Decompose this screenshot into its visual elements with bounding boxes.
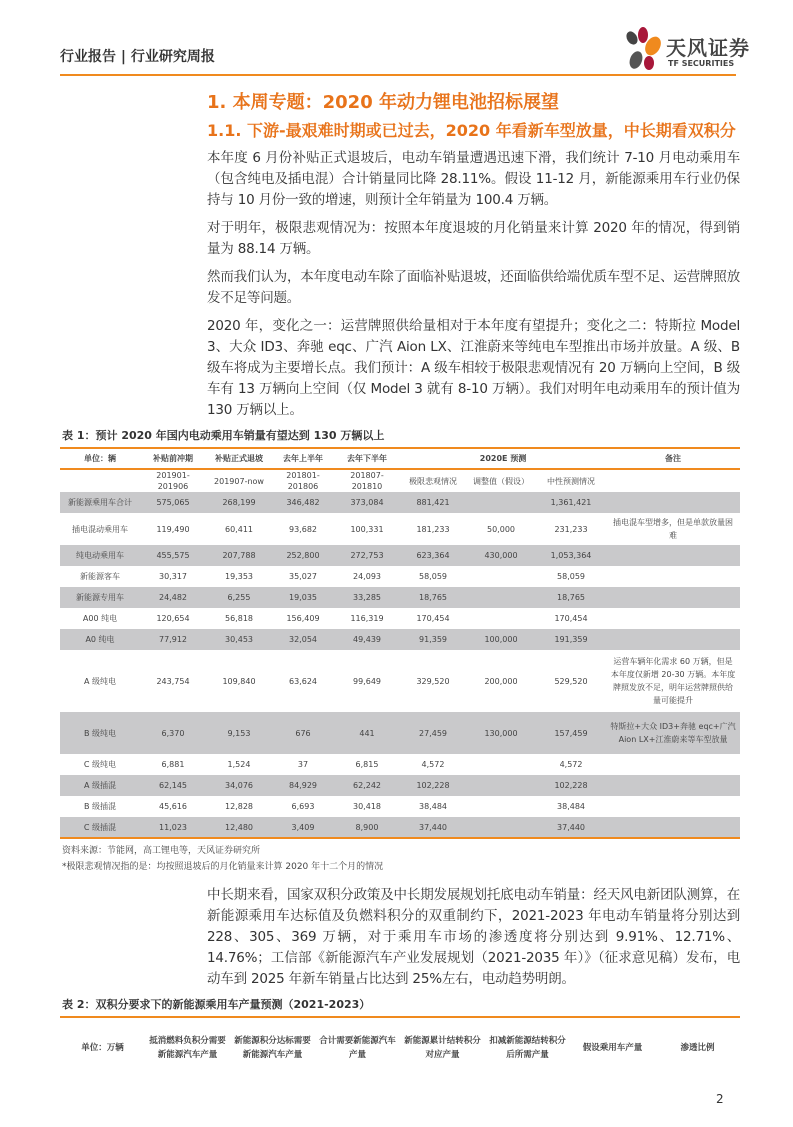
remark-cell	[606, 608, 740, 629]
row-label: C 级插混	[83, 822, 117, 832]
value-cell: 93,682	[289, 524, 317, 534]
report-header: 行业报告 | 行业研究周报	[60, 49, 215, 65]
logo-text-cn: 天风证券	[666, 36, 750, 60]
table1-title: 表 1：预计 2020 年国内电动乘用车销量有望达到 130 万辆以上	[62, 429, 385, 442]
value-cell	[466, 587, 536, 608]
table-row	[60, 566, 740, 587]
value-cell: 1,524	[227, 760, 251, 769]
value-cell: 8,900	[355, 822, 379, 832]
value-cell: 430,000	[484, 551, 518, 560]
row-label: C 级纯电	[83, 760, 117, 769]
value-cell: 58,059	[419, 572, 447, 581]
value-cell: 243,754	[156, 676, 190, 686]
value-cell: 6,370	[161, 728, 185, 738]
table-row	[60, 545, 740, 566]
header-cell: 抵消燃料负积分需要新能源汽车产量	[145, 1017, 230, 1077]
paragraph: 然而我们认为，本年度电动车除了面临补贴退坡，还面临供给端优质车型不足、运营牌照放发不足等问题。	[207, 269, 740, 306]
table-row	[60, 712, 740, 754]
value-cell: 1,361,421	[550, 498, 592, 507]
subheader-cell: 201907-now	[214, 476, 264, 486]
value-cell: 12,480	[225, 822, 253, 832]
table-row	[60, 587, 740, 608]
row-label: 插电混动乘用车	[72, 524, 128, 534]
value-cell: 34,076	[225, 781, 253, 790]
value-cell: 102,228	[416, 781, 450, 790]
table-row	[60, 796, 740, 817]
value-cell: 45,616	[159, 802, 187, 811]
remark-cell	[606, 775, 740, 796]
value-cell	[466, 754, 536, 775]
value-cell: 231,233	[554, 524, 588, 534]
page-content	[60, 0, 740, 1127]
value-cell: 373,084	[350, 498, 384, 507]
value-cell	[466, 775, 536, 796]
value-cell: 30,418	[353, 802, 381, 811]
header-cell: 合计需要新能源汽车产量	[315, 1017, 400, 1077]
value-cell	[466, 492, 536, 513]
value-cell: 109,840	[222, 676, 256, 686]
table-row	[60, 608, 740, 629]
subheader-cell: 201807-201810	[350, 471, 384, 491]
header-cell: 假设乘用车产量	[570, 1017, 655, 1077]
value-cell: 60,411	[225, 524, 253, 534]
value-cell: 1,053,364	[550, 551, 592, 560]
remark-cell	[606, 629, 740, 650]
value-cell: 99,649	[353, 676, 381, 686]
paragraph: 对于明年，极限悲观情况为：按照本年度退坡的月化销量来计算 2020 年的情况，得到销量为 88.14 万辆。	[207, 220, 740, 257]
subheader-cell	[60, 469, 140, 492]
remark-cell	[606, 587, 740, 608]
value-cell: 30,453	[225, 635, 253, 644]
value-cell: 24,482	[159, 593, 187, 602]
value-cell: 455,575	[156, 551, 190, 560]
value-cell: 157,459	[554, 728, 588, 738]
paragraph: 本年度 6 月份补贴正式退坡后，电动车销量遭遇迅速下滑，我们统计 7-10 月电动乘用车（包含纯电及插电混）合计销量同比降 28.11%。假设 11-12 月，新能源乘用车行业仍保持与 10 月份一致的增速，则预计全年销量为 100.4 万辆。	[207, 150, 740, 208]
value-cell: 102,228	[554, 781, 588, 790]
value-cell: 37,440	[419, 822, 447, 832]
header-cell: 新能源累计结转积分对应产量	[400, 1017, 485, 1077]
row-label: 新能源专用车	[76, 593, 124, 602]
remark-cell: 运营车辆年化需求 60 万辆，但是本年度仅新增 20-30 万辆。本年度牌照发放不足，明年运营牌照供给量可能提升	[610, 657, 736, 705]
section-heading: 1. 本周专题：2020 年动力锂电池招标展望	[207, 92, 559, 113]
value-cell: 63,624	[289, 676, 317, 686]
table-row	[60, 775, 740, 796]
table-row	[60, 650, 740, 712]
header-cell: 单位：万辆	[60, 1017, 145, 1077]
value-cell: 11,023	[159, 822, 187, 832]
value-cell: 207,788	[222, 551, 256, 560]
value-cell: 120,654	[156, 614, 190, 623]
table2-title: 表 2：双积分要求下的新能源乘用车产量预测（2021-2023）	[62, 998, 371, 1011]
value-cell: 49,439	[353, 635, 381, 644]
value-cell: 100,000	[484, 635, 518, 644]
remark-cell	[606, 566, 740, 587]
value-cell: 38,484	[419, 802, 447, 811]
header-cell: 去年上半年	[272, 448, 334, 469]
value-cell: 156,409	[286, 614, 320, 623]
subheader-cell	[606, 469, 740, 492]
header-cell: 去年下半年	[334, 448, 400, 469]
value-cell: 56,818	[225, 614, 253, 623]
value-cell: 6,255	[227, 593, 251, 602]
header-cell: 新能源积分达标需要新能源汽车产量	[230, 1017, 315, 1077]
value-cell: 881,421	[416, 498, 450, 507]
value-cell: 200,000	[484, 676, 518, 686]
value-cell: 170,454	[416, 614, 450, 623]
row-label: A0 纯电	[85, 635, 115, 644]
value-cell: 116,319	[350, 614, 384, 623]
table1-source: 资料来源：节能网，高工锂电等，天风证券研究所	[62, 846, 261, 856]
table-row	[60, 754, 740, 775]
row-label: 新能源客车	[80, 572, 120, 581]
value-cell: 38,484	[557, 802, 586, 811]
value-cell: 27,459	[419, 728, 447, 738]
value-cell: 4,572	[559, 760, 583, 769]
row-label: 纯电动乘用车	[76, 551, 124, 560]
header-cell: 单位：辆	[60, 448, 140, 469]
header-cell: 2020E 预测	[400, 448, 606, 469]
value-cell: 77,912	[159, 635, 187, 644]
value-cell: 252,800	[286, 551, 320, 560]
value-cell	[466, 608, 536, 629]
remark-cell: 特斯拉+大众 ID3+奔驰 eqc+广汽 Aion LX+江淮蔚来等车型放量	[610, 722, 736, 744]
value-cell: 529,520	[554, 676, 588, 686]
value-cell: 346,482	[286, 498, 320, 507]
logo-text-en: TF SECURITIES	[668, 59, 735, 68]
value-cell: 4,572	[421, 760, 445, 769]
value-cell	[466, 566, 536, 587]
table-row	[60, 817, 740, 838]
remark-cell: 插电混车型增多，但是单款放量困难	[613, 518, 734, 540]
remark-cell	[606, 754, 740, 775]
value-cell	[466, 796, 536, 817]
header-cell: 扣减新能源结转积分后所需产量	[485, 1017, 570, 1077]
value-cell: 3,409	[291, 822, 315, 832]
value-cell: 33,285	[353, 593, 381, 602]
value-cell: 50,000	[487, 524, 515, 534]
header-cell: 渗透比例	[655, 1017, 740, 1077]
table-row	[60, 629, 740, 650]
value-cell: 19,353	[225, 572, 253, 581]
value-cell: 37	[297, 760, 309, 769]
value-cell: 91,359	[419, 635, 447, 644]
table1-note: *极限悲观情况指的是：均按照退坡后的月化销量来计算 2020 年十二个月的情况	[62, 862, 384, 872]
remark-cell	[606, 817, 740, 838]
value-cell: 84,929	[289, 781, 317, 790]
value-cell: 30,317	[159, 572, 187, 581]
value-cell: 329,520	[416, 676, 450, 686]
subheader-cell: 调整值（假设）	[473, 476, 529, 486]
value-cell: 6,693	[291, 802, 315, 811]
value-cell	[466, 817, 536, 838]
header-cell: 补贴正式退坡	[206, 448, 272, 469]
header-cell: 补贴前冲期	[140, 448, 206, 469]
row-label: A00 纯电	[82, 614, 118, 623]
subheader-cell: 201801-201806	[286, 471, 320, 491]
remark-cell	[606, 545, 740, 566]
value-cell: 18,765	[557, 593, 586, 602]
value-cell: 37,440	[557, 822, 586, 832]
value-cell: 18,765	[419, 593, 447, 602]
value-cell: 441	[359, 728, 375, 738]
subheader-cell: 极限悲观情况	[409, 476, 457, 486]
row-label: B 级纯电	[83, 728, 117, 738]
value-cell: 268,199	[222, 498, 256, 507]
value-cell: 6,815	[355, 760, 379, 769]
row-label: B 级插混	[83, 802, 117, 811]
value-cell: 6,881	[161, 760, 185, 769]
value-cell: 62,242	[353, 781, 381, 790]
value-cell: 272,753	[350, 551, 384, 560]
value-cell: 575,065	[156, 498, 190, 507]
row-label: 新能源乘用车合计	[68, 498, 132, 507]
value-cell: 32,054	[289, 635, 317, 644]
row-label: A 级纯电	[83, 676, 116, 686]
value-cell: 170,454	[554, 614, 588, 623]
table-row	[60, 513, 740, 545]
value-cell: 24,093	[353, 572, 381, 581]
value-cell: 19,035	[289, 593, 317, 602]
subsection-heading: 1.1. 下游-最艰难时期或已过去，2020 年看新车型放量，中长期看双积分	[207, 121, 736, 140]
table-row	[60, 492, 740, 513]
page-number: 2	[716, 1092, 724, 1106]
value-cell: 62,145	[159, 781, 187, 790]
row-label: A 级插混	[83, 781, 116, 790]
value-cell: 12,828	[225, 802, 253, 811]
subheader-cell: 201901-201906	[156, 471, 190, 491]
subheader-cell: 中性预测情况	[547, 476, 596, 486]
value-cell: 181,233	[416, 524, 450, 534]
header-cell: 备注	[606, 448, 740, 469]
table2	[60, 1016, 740, 1077]
remark-cell	[606, 796, 740, 817]
value-cell: 623,364	[416, 551, 450, 560]
value-cell: 119,490	[156, 524, 190, 534]
paragraph: 2020 年，变化之一：运营牌照供给量相对于本年度有望提升；变化之二：特斯拉 Model 3、大众 ID3、奔驰 eqc、广汽 Aion LX、江淮蔚来等纯电车型推出市场并放量。A 级、B 级车将成为主要增长点。我们预计：A 级车相较于极限悲观情况有 20 万辆向上空间，B 级车有 13 万辆向上空间（仅 Model 3 就有 8-10 万辆）。我们对明年电动乘用车的预计值为 130 万辆以上。	[207, 318, 740, 418]
value-cell: 676	[295, 728, 311, 738]
remark-cell	[606, 492, 740, 513]
table1	[60, 447, 740, 839]
value-cell: 130,000	[484, 728, 518, 738]
value-cell: 100,331	[350, 524, 384, 534]
paragraph: 中长期来看，国家双积分政策及中长期发展规划托底电动车销量：经天风电新团队测算，在新能源乘用车达标值及负燃料积分的双重制约下，2021-2023 年电动车销量将分别达到 228、305、369 万辆，对于乘用车市场的渗透度将分别达到 9.91%、12.71%、14.76%；工信部《新能源汽车产业发展规划（2021-2035 年）》（征求意见稿）发布，电动车到 2025 年新车销量占比达到 25%左右，电动趋势明朗。	[207, 887, 740, 987]
value-cell: 191,359	[554, 635, 588, 644]
value-cell: 58,059	[557, 572, 586, 581]
value-cell: 35,027	[289, 572, 317, 581]
value-cell: 9,153	[227, 728, 251, 738]
